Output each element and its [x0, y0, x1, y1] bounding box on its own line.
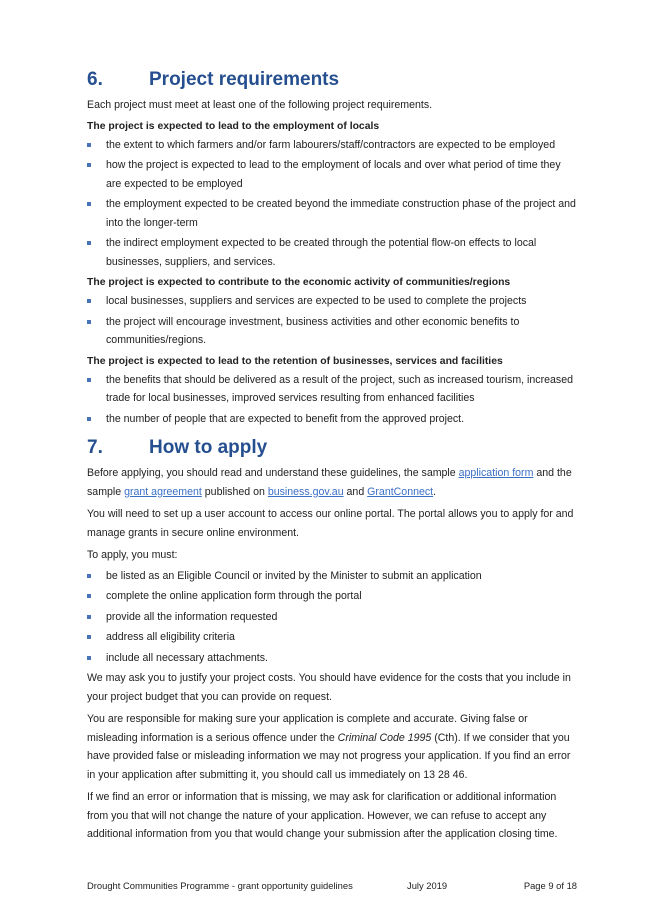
list-item: how the project is expected to lead to the employment of locals and over what period of time they are expected to be employed [87, 156, 577, 193]
bullet-icon [87, 574, 91, 578]
costs-paragraph: We may ask you to justify your project costs. You should have evidence for the costs that you include in your project budget that you can provide on request. [87, 672, 571, 703]
requirement-heading: The project is expected to lead to the retention of businesses, services and facilities [87, 355, 503, 367]
requirement-heading: The project is expected to lead to the employment of locals [87, 120, 380, 132]
apply-intro-paragraph: Before applying, you should read and understand these guidelines, the sample application form and the sample grant agreement published on business.gov.au and GrantConnect. [87, 467, 572, 498]
list-item: address all eligibility criteria [87, 628, 577, 647]
apply-steps-list [87, 567, 577, 668]
bullet-icon [87, 656, 91, 660]
bullet-icon [87, 615, 91, 619]
section-6-intro: Each project must meet at least one of the following project requirements. [87, 99, 433, 111]
to-apply-paragraph: To apply, you must: [87, 549, 178, 561]
business-gov-link[interactable]: business.gov.au [267, 485, 344, 498]
page-content [87, 68, 577, 844]
list-item: the number of people that are expected to benefit from the approved project. [87, 410, 577, 429]
list-item: the employment expected to be created beyond the immediate construction phase of the project and into the longer-term [87, 195, 577, 232]
list-item: be listed as an Eligible Council or invited by the Minister to submit an application [87, 567, 577, 586]
list-item: the benefits that should be delivered as a result of the project, such as increased tourism, increased trade for local businesses, improved services resulting from enhanced facilities [87, 371, 577, 408]
list-item: include all necessary attachments. [87, 649, 577, 668]
application-form-link[interactable]: application form [458, 467, 534, 479]
list-item: local businesses, suppliers and services are expected to be used to complete the projects [87, 292, 577, 311]
responsibility-paragraph: You are responsible for making sure your application is complete and accurate. Giving false or misleading information is a serious offence under the Criminal Code 1995 (Cth). If we consider that you have provided false or misleading information we may not progress your application. If you find an error in your application after submitting it, you should call us immediately on 13 28 46. [87, 713, 571, 781]
bullet-icon [87, 378, 91, 382]
portal-paragraph: You will need to set up a user account to access our online portal. The portal allows you to apply for and manage grants in secure online environment. [87, 508, 574, 539]
errors-paragraph: If we find an error or information that is missing, we may ask for clarification or additional information from you that will not change the nature of your application. However, we can refuse to accept any additional information from you that would change your submission after the application closing time. [87, 791, 558, 840]
list-item: provide all the information requested [87, 608, 577, 627]
list-item: the extent to which farmers and/or farm labourers/staff/contractors are expected to be employed [87, 136, 577, 155]
bullet-icon [87, 299, 91, 303]
footer-date: July 2019 [407, 880, 448, 891]
requirement-group-economic [87, 273, 577, 350]
footer-page-number: Page 9 of 18 [523, 880, 577, 891]
bullet-icon [87, 241, 91, 245]
requirement-group-employment [87, 117, 577, 272]
grant-agreement-link[interactable]: grant agreement [124, 485, 202, 498]
bullet-icon [87, 417, 91, 421]
section-7-heading [87, 436, 577, 460]
bullet-icon [87, 635, 91, 639]
list-item: the indirect employment expected to be created through the potential flow-on effects to local businesses, suppliers, and services. [87, 234, 577, 271]
bullet-icon [87, 163, 91, 167]
requirement-group-retention [87, 352, 577, 429]
bullet-icon [87, 320, 91, 324]
section-6-heading [87, 68, 577, 92]
bullet-icon [87, 594, 91, 598]
section-6-title: Project requirements [149, 69, 340, 90]
section-7-title: How to apply [149, 437, 268, 458]
bullet-icon [87, 202, 91, 206]
footer-title: Drought Communities Programme - grant opportunity guidelines [87, 880, 353, 891]
list-item: the project will encourage investment, business activities and other economic benefits to communities/regions. [87, 313, 577, 350]
grantconnect-link[interactable]: GrantConnect [367, 485, 434, 498]
bullet-icon [87, 143, 91, 147]
list-item: complete the online application form through the portal [87, 587, 577, 606]
section-6-number: 6. [87, 69, 103, 90]
requirement-heading: The project is expected to contribute to the economic activity of communities/regions [87, 277, 511, 288]
section-7-number: 7. [87, 437, 103, 458]
